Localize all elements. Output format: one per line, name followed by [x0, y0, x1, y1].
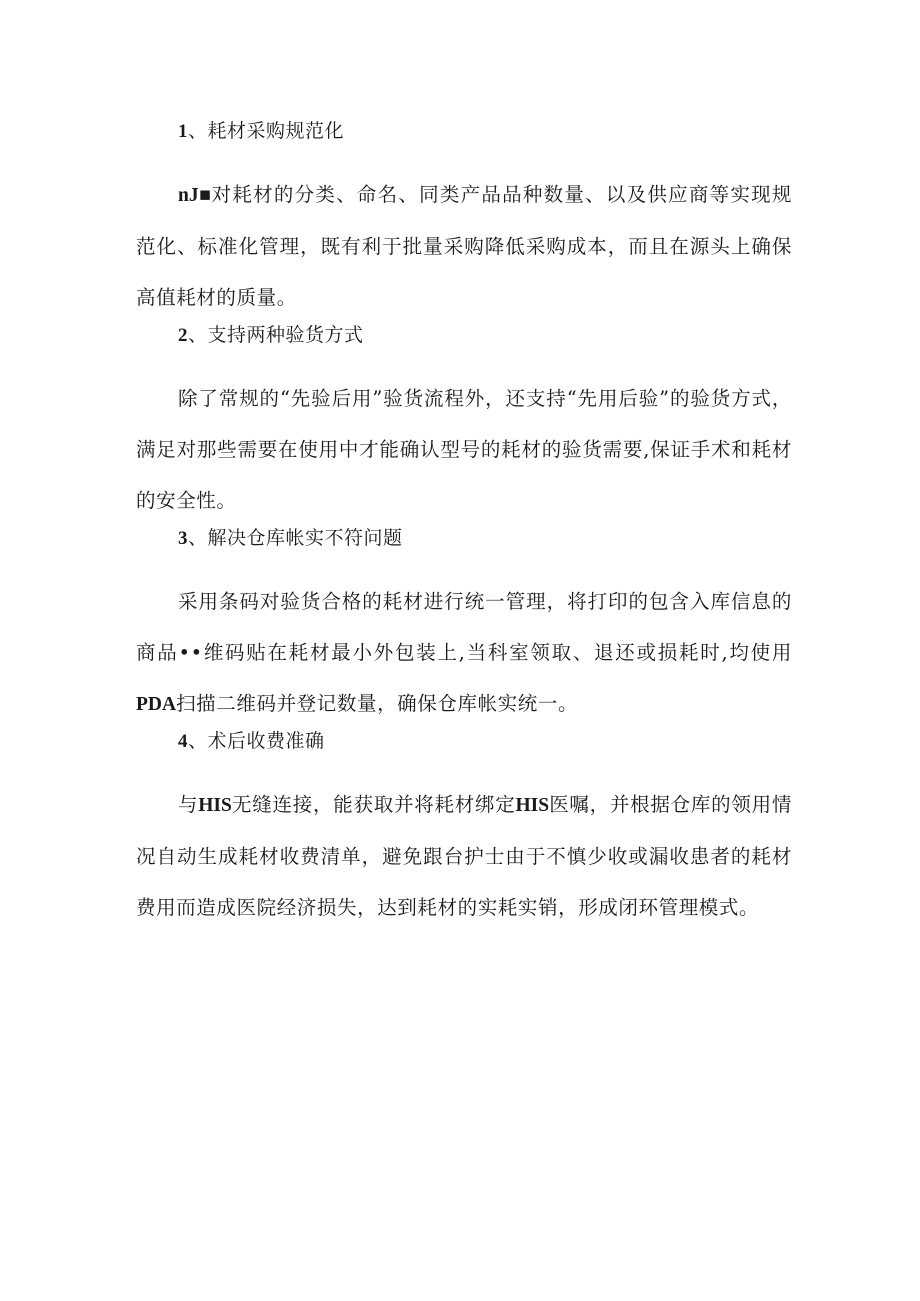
paragraph-prefix: nJ■: [178, 185, 212, 206]
section-inspection-modes: [136, 322, 792, 526]
pda-term: PDA: [136, 694, 177, 715]
paragraph-text-b: 无缝连接，能获取并将耗材绑定: [231, 793, 516, 816]
section-heading: [136, 525, 792, 552]
section-paragraph: [136, 373, 792, 526]
paragraph-text-a: 采用条码对验货合格的耗材进行统一管理，将打印的包含入库信息的商品••维码贴在耗材最小外包装上,当科室领取、退还或损耗时,均使用: [136, 590, 792, 664]
his-term: HIS: [515, 795, 550, 816]
paragraph-text-b: 扫描二维码并登记数量，确保仓库帐实统一。: [176, 692, 579, 715]
section-heading: [136, 118, 792, 145]
section-heading: [136, 728, 792, 755]
section-number: 3: [178, 528, 188, 549]
paragraph-text: 对耗材的分类、命名、同类产品品种数量、以及供应商等实现规范化、标准化管理，既有利于批量采购降低采购成本，而且在源头上确保高值耗材的质量。: [136, 183, 792, 309]
section-postoperative-billing: [136, 728, 792, 933]
section-paragraph: [136, 169, 792, 323]
section-number: 2: [178, 325, 188, 346]
section-title: 、解决仓库帐实不符问题: [188, 527, 403, 549]
section-number: 4: [178, 731, 188, 752]
section-title: 、支持两种验货方式: [188, 324, 364, 346]
section-number: 1: [178, 121, 188, 142]
paragraph-text: 除了常规的“先验后用”验货流程外，还支持“先用后验”的验货方式，满足对那些需要在使用中才能确认型号的耗材的验货需要,保证手术和耗材的安全性。: [136, 387, 792, 512]
section-paragraph: [136, 779, 792, 933]
section-title: 、术后收费准确: [188, 730, 325, 752]
section-paragraph: [136, 576, 792, 730]
section-procurement-standardization: [136, 118, 792, 323]
section-heading: [136, 322, 792, 349]
section-warehouse-reconciliation: [136, 525, 792, 730]
section-title: 、耗材采购规范化: [188, 120, 345, 142]
paragraph-text-a: 与: [178, 793, 199, 816]
paragraph-text-c: 医嘱，并根据仓库的领用情况自动生成耗材收费清单，避免跟台护士由于不慎少收或漏收患者的耗材费用而造成医院经济损失，达到耗材的实耗实销，形成闭环管理模式。: [136, 793, 792, 919]
his-term: HIS: [198, 795, 232, 816]
